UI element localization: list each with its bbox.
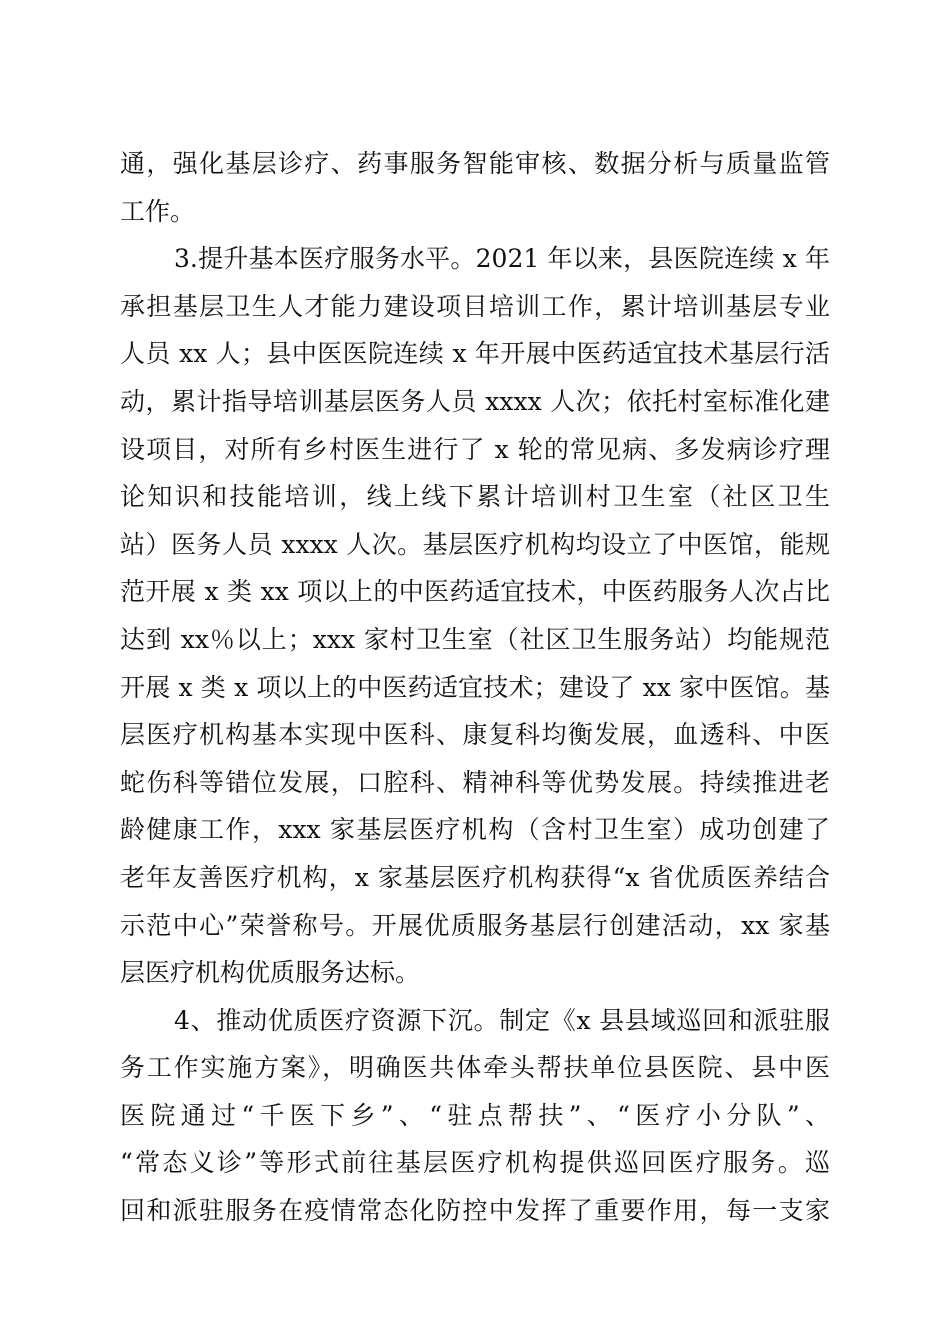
text-line: 层医疗机构基本实现中医科、康复科均衡发展，血透科、中医 (120, 720, 830, 750)
text-line: 开展 x 类 x 项以上的中医药适宜技术；建设了 xx 家中医馆。基 (120, 672, 830, 702)
text-line: 老年友善医疗机构，x 家基层医疗机构获得“x 省优质医养结合 (120, 862, 830, 892)
text-line: 工作。 (120, 196, 196, 226)
paragraph-start-line: 3.提升基本医疗服务水平。2021 年以来，县医院连续 x 年 (174, 244, 830, 274)
text-line: 范开展 x 类 xx 项以上的中医药适宜技术，中医药服务人次占比 (120, 577, 830, 607)
text-line: 龄健康工作，xxx 家基层医疗机构（含村卫生室）成功创建了 (120, 815, 830, 845)
body-text (120, 140, 830, 1235)
text-line: “常态义诊”等形式前往基层医疗机构提供巡回医疗服务。巡 (120, 1148, 830, 1178)
text-line: 医院通过“千医下乡”、“驻点帮扶”、“医疗小分队”、 (120, 1100, 830, 1130)
text-line: 回和派驻服务在疫情常态化防控中发挥了重要作用，每一支家 (120, 1196, 830, 1226)
text-line: 设项目，对所有乡村医生进行了 x 轮的常见病、多发病诊疗理 (120, 434, 830, 464)
text-line: 通，强化基层诊疗、药事服务智能审核、数据分析与质量监管 (120, 149, 830, 178)
text-line: 论知识和技能培训，线上线下累计培训村卫生室（社区卫生 (120, 482, 830, 512)
text-line: 示范中心”荣誉称号。开展优质服务基层行创建活动，xx 家基 (120, 910, 830, 940)
text-line: 达到 xx％以上；xxx 家村卫生室（社区卫生服务站）均能规范 (120, 624, 830, 654)
text-line: 承担基层卫生人才能力建设项目培训工作，累计培训基层专业 (120, 291, 830, 321)
text-line: 站）医务人员 xxxx 人次。基层医疗机构均设立了中医馆，能规 (120, 529, 830, 559)
text-line: 层医疗机构优质服务达标。 (120, 958, 421, 988)
text-line: 人员 xx 人；县中医医院连续 x 年开展中医药适宜技术基层行活 (120, 339, 830, 369)
text-line: 蛇伤科等错位发展，口腔科、精神科等优势发展。持续推进老 (120, 767, 830, 797)
paragraph-start-line: 4、推动优质医疗资源下沉。制定《x 县县域巡回和派驻服 (174, 1005, 830, 1035)
text-line: 动，累计指导培训基层医务人员 xxxx 人次；依托村室标准化建 (120, 386, 830, 416)
text-line: 务工作实施方案》，明确医共体牵头帮扶单位县医院、县中医 (120, 1053, 830, 1083)
